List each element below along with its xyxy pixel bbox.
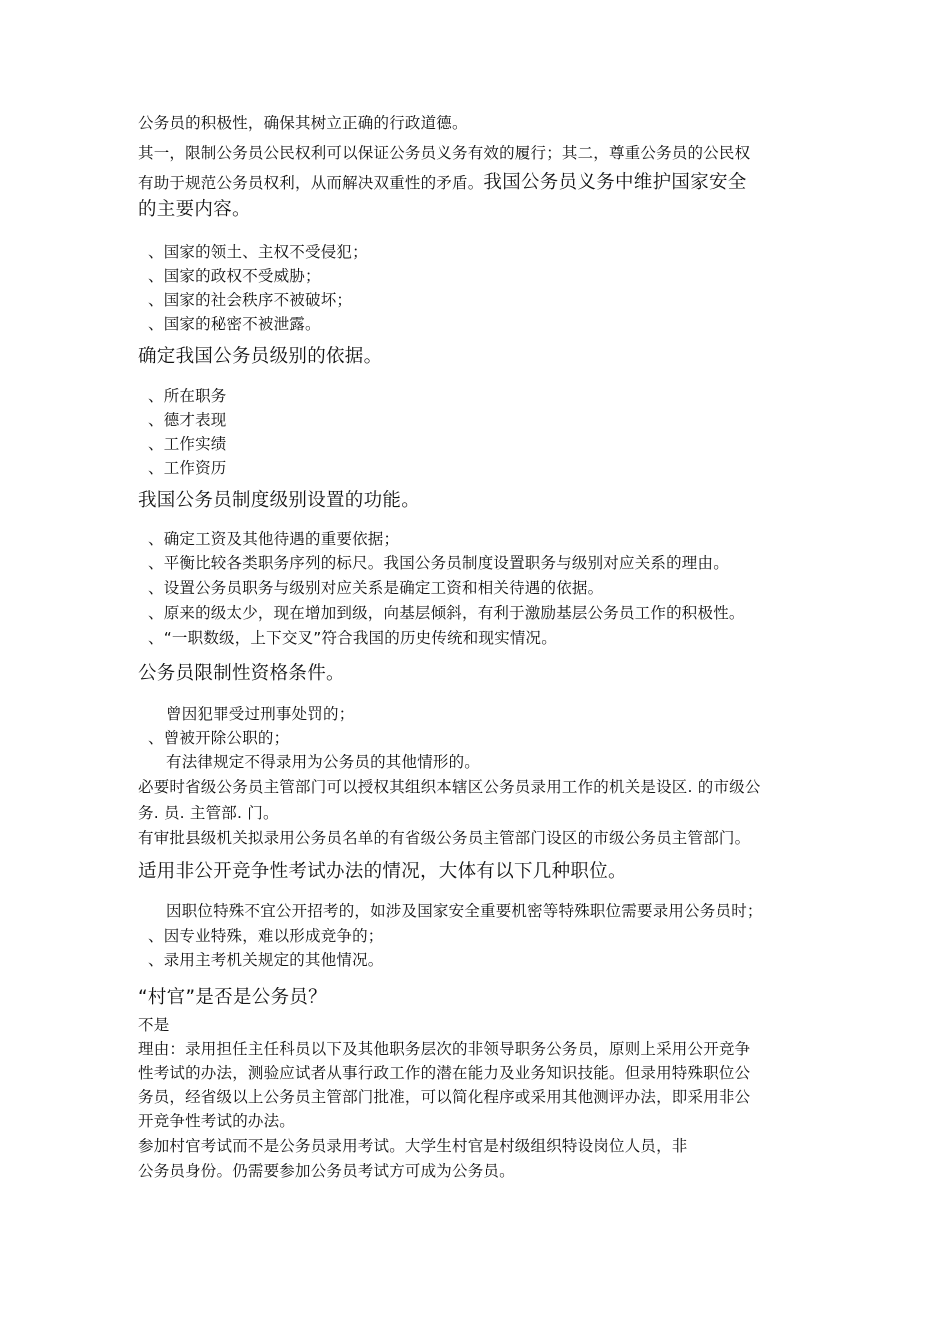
list-item: 因职位特殊不宜公开招考的，如涉及国家安全重要机密等特殊职位需要录用公务员时； bbox=[166, 902, 763, 920]
list-item: 、录用主考机关规定的其他情况。 bbox=[148, 951, 384, 969]
reason-line: 开竞争性考试的办法。 bbox=[138, 1112, 296, 1130]
heading-national-security: 我国公务员义务中维护国家安全 bbox=[483, 172, 747, 193]
list-item: 、曾被开除公职的； bbox=[148, 729, 290, 747]
list-item: 、因专业特殊，难以形成竞争的； bbox=[148, 927, 384, 945]
reason-line: 性考试的办法，测验应试者从事行政工作的潜在能力及业务知识技能。但录用特殊职位公 bbox=[138, 1064, 751, 1082]
answer-text: 不是 bbox=[138, 1016, 170, 1034]
rights-paragraph-line-1: 其一，限制公务员公民权利可以保证公务员义务有效的履行；其二，尊重公务员的公民权 bbox=[138, 144, 751, 162]
reason-line: 务员，经省级以上公务员主管部门批准，可以简化程序或采用其他测评办法，即采用非公 bbox=[138, 1088, 751, 1106]
list-item: 、国家的政权不受威胁； bbox=[148, 267, 321, 285]
list-item: 、平衡比较各类职务序列的标尺。我国公务员制度设置职务与级别对应关系的理由。 bbox=[148, 554, 729, 572]
heading-restrictive-conditions: 公务员限制性资格条件。 bbox=[138, 663, 345, 684]
list-item: 、国家的社会秩序不被破坏； bbox=[148, 291, 353, 309]
list-item: 、工作实绩 bbox=[148, 435, 227, 453]
rights-paragraph-line-2 bbox=[138, 171, 747, 195]
intro-paragraph: 公务员的积极性，确保其树立正确的行政道德。 bbox=[138, 114, 468, 132]
heading-non-open-exam: 适用非公开竞争性考试办法的情况，大体有以下几种职位。 bbox=[138, 861, 627, 882]
list-item: 、所在职务 bbox=[148, 387, 227, 405]
reason-line: 理由：录用担任主任科员以下及其他职务层次的非领导职务公务员，原则上采用公开竞争 bbox=[138, 1040, 751, 1058]
rights-paragraph-text: 有助于规范公务员权利，从而解决双重性的矛盾。 bbox=[138, 174, 484, 192]
authorization-paragraph-line-1: 必要时省级公务员主管部门可以授权其组织本辖区公务员录用工作的机关是设区. 的市级公 bbox=[138, 778, 761, 796]
list-item: 、国家的领土、主权不受侵犯； bbox=[148, 243, 368, 261]
list-item: 曾因犯罪受过刑事处罚的； bbox=[166, 705, 355, 723]
list-item: 、国家的秘密不被泄露。 bbox=[148, 315, 321, 333]
authorization-paragraph-line-2: 务. 员. 主管部. 门。 bbox=[138, 804, 279, 822]
list-item: 、德才表现 bbox=[148, 411, 227, 429]
heading-grade-basis: 确定我国公务员级别的依据。 bbox=[138, 346, 383, 367]
approval-paragraph: 有审批县级机关拟录用公务员名单的有省级公务员主管部门设区的市级公务员主管部门。 bbox=[138, 829, 751, 847]
list-item: 、设置公务员职务与级别对应关系是确定工资和相关待遇的依据。 bbox=[148, 579, 604, 597]
heading-village-official-question: “村官”是否是公务员？ bbox=[138, 987, 327, 1008]
list-item: 、工作资历 bbox=[148, 459, 227, 477]
conclusion-line: 参加村官考试而不是公务员录用考试。大学生村官是村级组织特设岗位人员，非 bbox=[138, 1137, 688, 1155]
heading-national-security-continued: 的主要内容。 bbox=[138, 199, 251, 220]
list-item: 、“一职数级，上下交叉”符合我国的历史传统和现实情况。 bbox=[148, 629, 557, 647]
heading-grade-functions: 我国公务员制度级别设置的功能。 bbox=[138, 490, 421, 511]
list-item: 、原来的级太少，现在增加到级，向基层倾斜，有利于激励基层公务员工作的积极性。 bbox=[148, 604, 745, 622]
conclusion-line: 公务员身份。仍需要参加公务员考试方可成为公务员。 bbox=[138, 1162, 515, 1180]
list-item: 有法律规定不得录用为公务员的其他情形的。 bbox=[166, 753, 481, 771]
list-item: 、确定工资及其他待遇的重要依据； bbox=[148, 530, 400, 548]
